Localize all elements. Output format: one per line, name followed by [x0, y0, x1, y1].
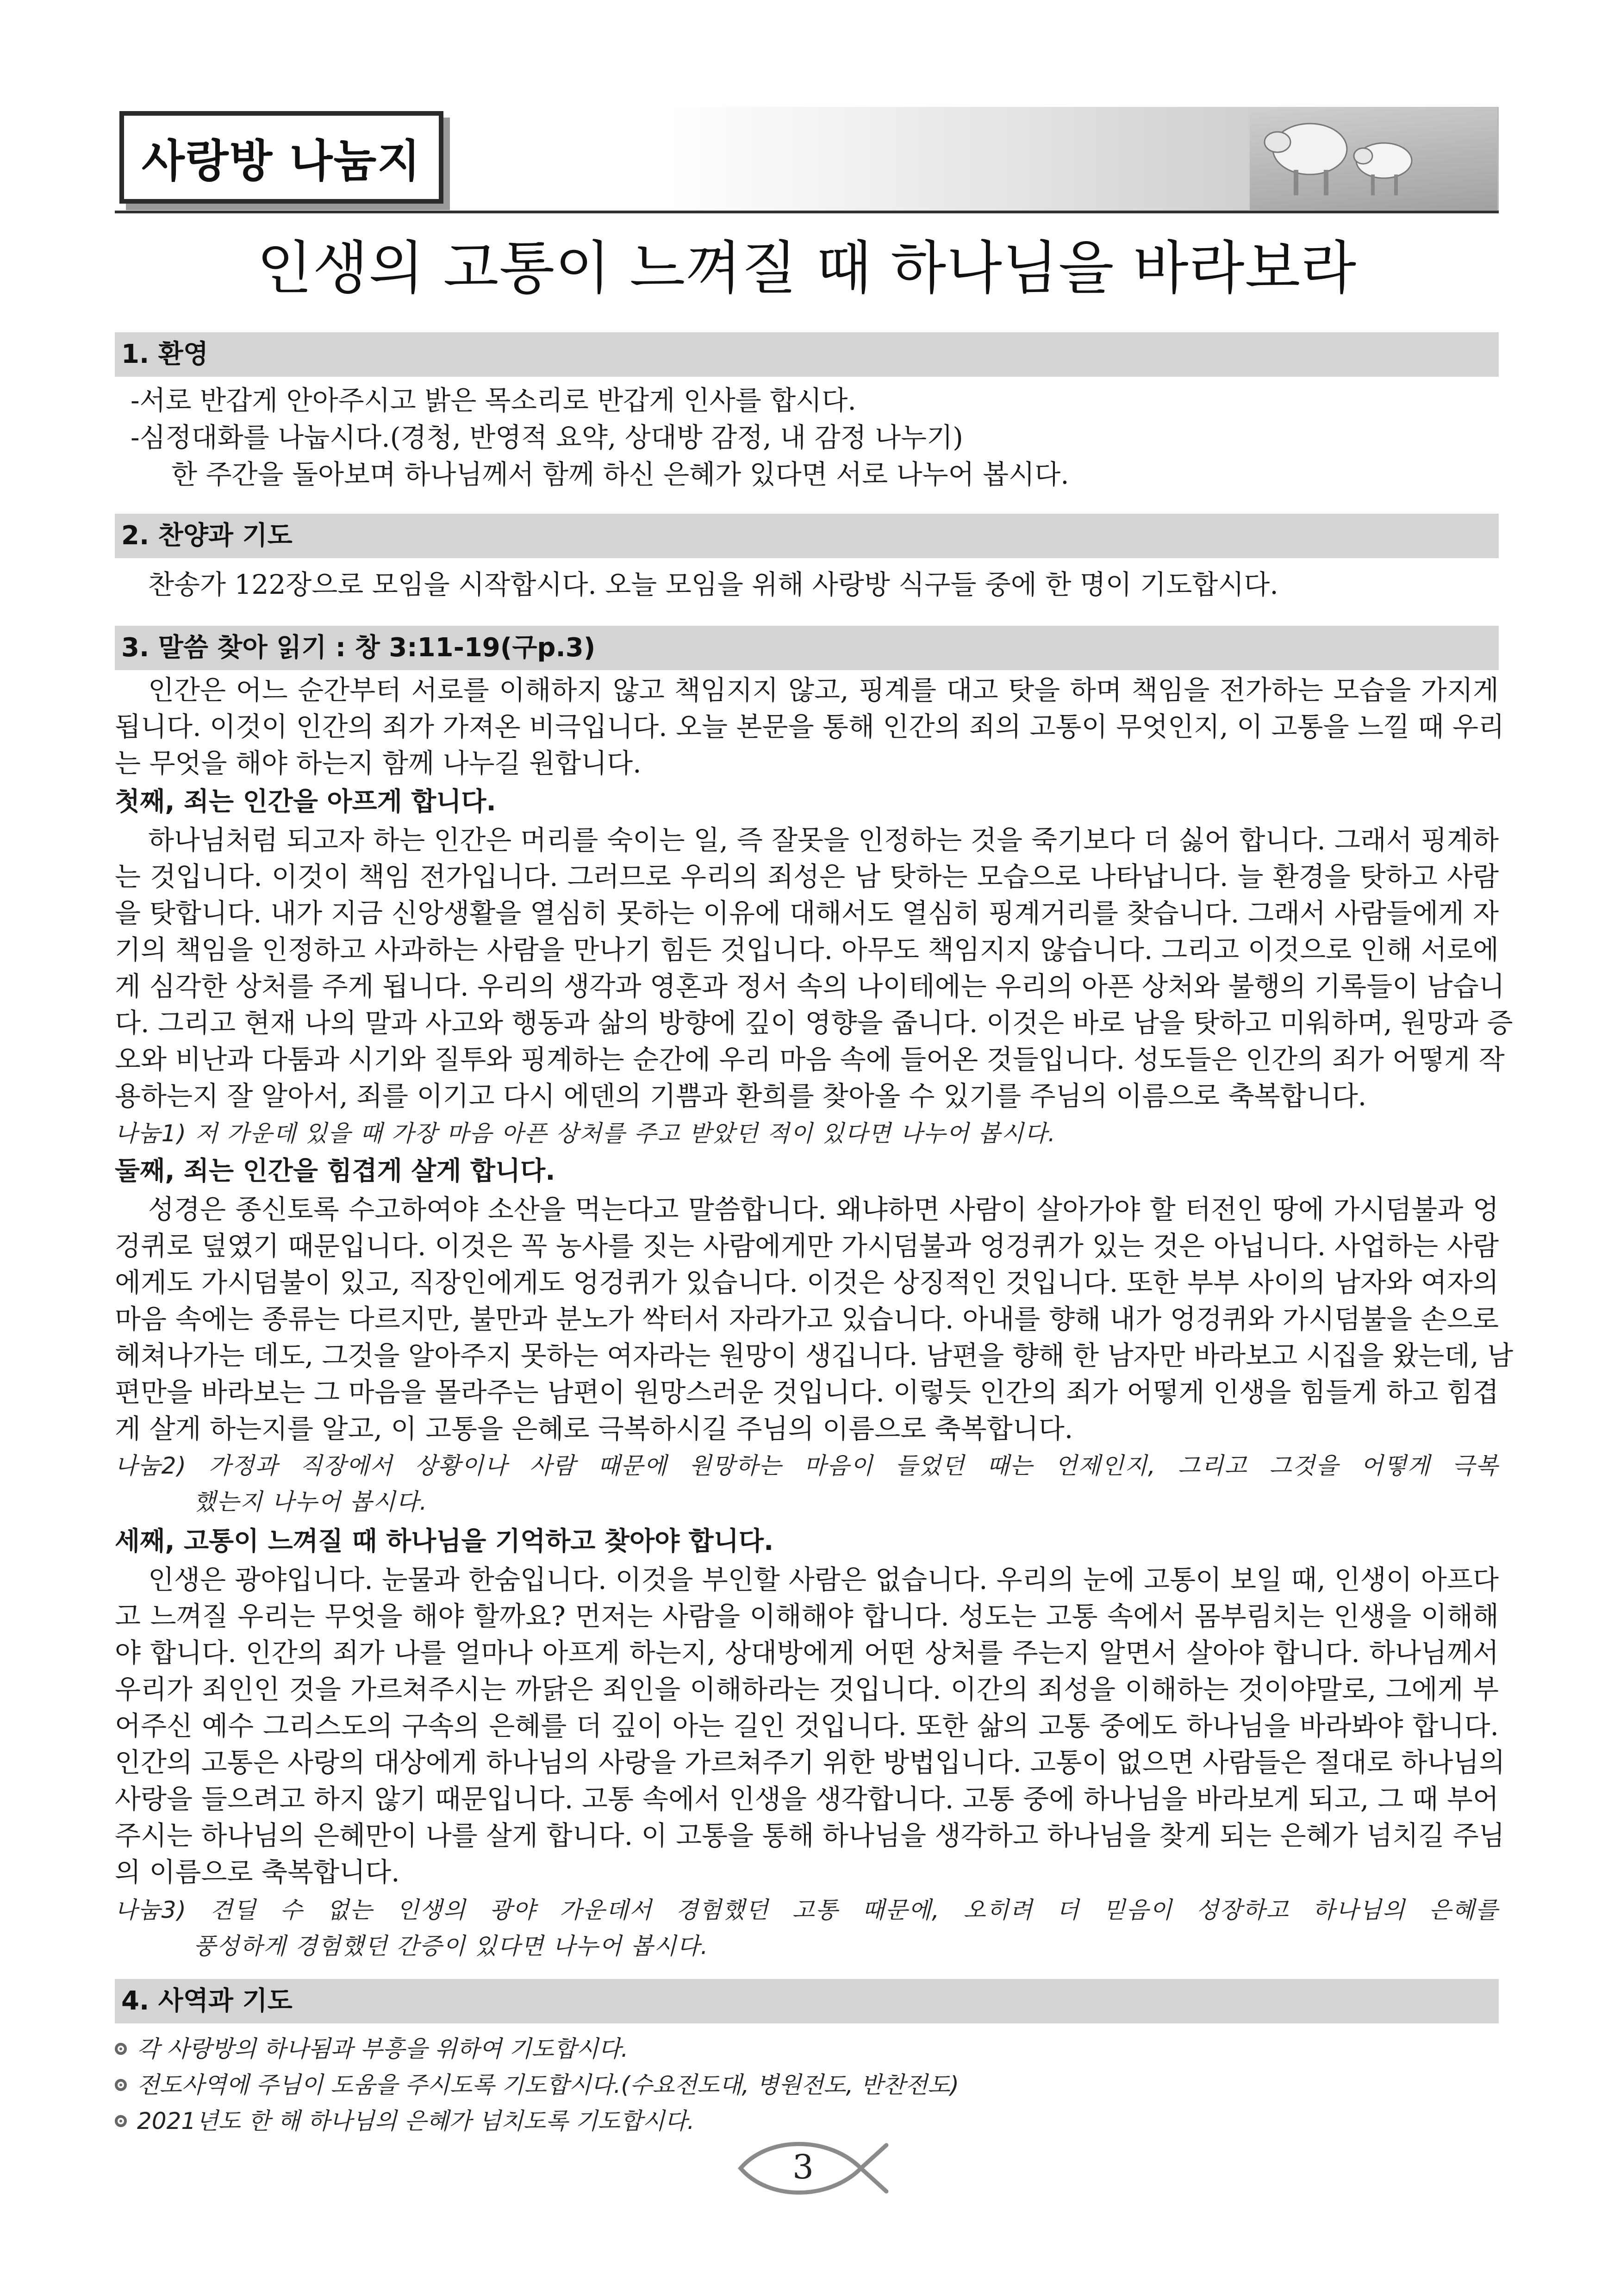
text-line: 인생은 광야입니다. 눈물과 한숨입니다. 이것을 부인할 사람은 없습니다. 우리의 눈에 고통이 보일 때, 인생이 아프다 — [148, 1564, 1499, 1595]
header-rule — [115, 211, 1499, 213]
text-line: 찬송가 122장으로 모임을 시작합시다. 오늘 모임을 위해 사랑방 식구들 중에 한 명이 기도합시다. — [148, 569, 1278, 600]
text-line: 게 살게 하는지를 알고, 이 고통을 은혜로 극복하시길 주님의 이름으로 축복합니다. — [115, 1413, 1073, 1444]
prayer-item — [115, 2067, 959, 2103]
text-line: 겅퀴로 덮였기 때문입니다. 이것은 꼭 농사를 짓는 사람에게만 가시덤불과 엉겅퀴가 있는 것은 아닙니다. 사업하는 사람 — [115, 1230, 1499, 1262]
sheep-photo — [1250, 107, 1497, 210]
text-line: 성경은 종신토록 수고하여야 소산을 먹는다고 말씀합니다. 왜냐하면 사람이 살아가야 할 터전인 땅에 가시덤불과 엉 — [148, 1194, 1499, 1225]
text-line: 의 이름으로 축복합니다. — [115, 1856, 400, 1888]
share-question: 나눔2) 가정과 직장에서 상황이나 사람 때문에 원망하는 마음이 들었던 때는 언제인지, 그리고 그것을 어떻게 극복 — [115, 1452, 1499, 1479]
section-tag: 사랑방 나눔지 — [119, 111, 443, 204]
text-line: 기의 책임을 인정하고 사과하는 사람을 만나기 힘든 것입니다. 아무도 책임지지 않습니다. 그리고 이것으로 인해 서로에 — [115, 934, 1499, 965]
text-line: 는 것입니다. 이것이 책임 전가입니다. 그러므로 우리의 죄성은 남 탓하는 모습으로 나타납니다. 늘 환경을 탓하고 사람 — [115, 861, 1499, 892]
text-line: 다. 그리고 현재 나의 말과 사고와 행동과 삶의 방향에 깊이 영향을 줍니다. 이것은 바로 남을 탓하고 미워하며, 원망과 증 — [115, 1007, 1513, 1039]
section-heading-ministry: 4. 사역과 기도 — [115, 1979, 1499, 2023]
text-line: 을 탓합니다. 내가 지금 신앙생활을 열심히 못하는 이유에 대해서도 열심히 핑계거리를 찾습니다. 그래서 사람들에게 자 — [115, 897, 1499, 929]
text-line: 한 주간을 돌아보며 하나님께서 함께 하신 은혜가 있다면 서로 나누어 봅시다. — [171, 459, 1069, 490]
share-question: 나눔1) 저 가운데 있을 때 가장 마음 아픈 상처를 주고 받았던 적이 있다면 나누어 봅시다. — [115, 1120, 1056, 1147]
text-line: 는 무엇을 해야 하는지 함께 나누길 원합니다. — [115, 747, 642, 779]
circle-bullet-icon — [115, 2043, 127, 2055]
prayer-item — [115, 2031, 628, 2067]
text-line: 주시는 하나님의 은혜만이 나를 살게 합니다. 이 고통을 통해 하나님을 생각하고 하나님을 찾게 되는 은혜가 넘치길 주님 — [115, 1820, 1505, 1851]
text-line: 마음 속에는 종류는 다르지만, 불만과 분노가 싹터서 자라가고 있습니다. 아내를 향해 내가 엉겅퀴와 가시덤불을 손으로 — [115, 1303, 1499, 1335]
point-heading: 세째, 고통이 느껴질 때 하나님을 기억하고 찾아야 합니다. — [115, 1526, 774, 1556]
text-line: 고 느껴질 우리는 무엇을 해야 할까요? 먼저는 사람을 이해해야 합니다. 성도는 고통 속에서 몸부림치는 인생을 이해해 — [115, 1600, 1499, 1632]
circle-bullet-icon — [115, 2115, 127, 2127]
share-question-cont: 했는지 나누어 봅시다. — [193, 1488, 428, 1515]
text-line: 에게도 가시덤불이 있고, 직장인에게도 엉겅퀴가 있습니다. 이것은 상징적인 것입니다. 또한 부부 사이의 남자와 여자의 — [115, 1267, 1499, 1298]
prayer-item-text: 각 사랑방의 하나됨과 부흥을 위하여 기도합시다. — [137, 2035, 629, 2062]
prayer-item — [115, 2103, 695, 2139]
text-line: 됩니다. 이것이 인간의 죄가 가져온 비극입니다. 오늘 본문을 통해 인간의 죄의 고통이 무엇인지, 이 고통을 느낄 때 우리 — [115, 711, 1505, 742]
text-line: 우리가 죄인인 것을 가르쳐주시는 까닭은 죄인을 이해하라는 것입니다. 이간의 죄성을 이해하는 것이야말로, 그에게 부 — [115, 1674, 1499, 1705]
text-line: 하나님처럼 되고자 하는 인간은 머리를 숙이는 일, 즉 잘못을 인정하는 것을 죽기보다 더 싫어 합니다. 그래서 핑계하 — [148, 824, 1499, 856]
text-line: 야 합니다. 인간의 죄가 나를 얼마나 아프게 하는지, 상대방에게 어떤 상처를 주는지 알면서 살아야 합니다. 하나님께서 — [115, 1637, 1499, 1668]
text-line: 인간의 고통은 사랑의 대상에게 하나님의 사랑을 가르쳐주기 위한 방법입니다. 고통이 없으면 사람들은 절대로 하나님의 — [115, 1747, 1505, 1778]
text-line: 용하는지 잘 알아서, 죄를 이기고 다시 에덴의 기쁨과 환희를 찾아올 수 있기를 주님의 이름으로 축복합니다. — [115, 1080, 1367, 1112]
text-line: 게 심각한 상처를 주게 됩니다. 우리의 생각과 영혼과 정서 속의 나이테에는 우리의 아픈 상처와 불행의 기록들이 남습니 — [115, 971, 1505, 1002]
text-line: 편만을 바라보는 그 마음을 몰라주는 남편이 원망스러운 것입니다. 이렇듯 인간의 죄가 어떻게 인생을 힘들게 하고 힘겹 — [115, 1376, 1499, 1408]
text-line: 헤쳐나가는 데도, 그것을 알아주지 못하는 여자라는 원망이 생깁니다. 남편을 향해 한 남자만 바라보고 시집을 왔는데, 남 — [115, 1340, 1514, 1371]
share-question: 나눔3) 견딜 수 없는 인생의 광야 가운데서 경험했던 고통 때문에, 오히려 더 믿음이 성장하고 하나님의 은혜를 — [115, 1897, 1499, 1923]
section-heading-scripture: 3. 말씀 찾아 읽기 : 창 3:11-19(구p.3) — [115, 626, 1499, 670]
prayer-item-text: 2021년도 한 해 하나님의 은혜가 넘치도록 기도합시다. — [137, 2108, 695, 2134]
point-heading: 첫째, 죄는 인간을 아프게 합니다. — [115, 787, 496, 817]
page-title: 인생의 고통이 느껴질 때 하나님을 바라보라 — [256, 235, 1357, 302]
text-line: -서로 반갑게 안아주시고 밝은 목소리로 반갑게 인사를 합시다. — [131, 385, 856, 416]
section-heading-praise: 2. 찬양과 기도 — [115, 514, 1499, 558]
page-number: 3 — [792, 2147, 814, 2186]
text-line: -심정대화를 나눕시다.(경청, 반영적 요약, 상대방 감정, 내 감정 나누기) — [131, 422, 963, 453]
point-heading: 둘째, 죄는 인간을 힘겹게 살게 합니다. — [115, 1156, 555, 1186]
share-question-cont: 풍성하게 경험했던 간증이 있다면 나누어 봅시다. — [193, 1933, 709, 1960]
text-line: 인간은 어느 순간부터 서로를 이해하지 않고 책임지지 않고, 핑계를 대고 탓을 하며 책임을 전가하는 모습을 가지게 — [148, 674, 1499, 706]
text-line: 어주신 예수 그리스도의 구속의 은혜를 더 깊이 아는 길인 것입니다. 또한 삶의 고통 중에도 하나님을 바라봐야 합니다. — [115, 1710, 1499, 1742]
prayer-item-text: 전도사역에 주님이 도움을 주시도록 기도합시다.(수요전도대, 병원전도, 반찬전도) — [137, 2072, 959, 2098]
text-line: 사랑을 들으려고 하지 않기 때문입니다. 고통 속에서 인생을 생각합니다. 고통 중에 하나님을 바라보게 되고, 그 때 부어 — [115, 1783, 1499, 1815]
text-line: 오와 비난과 다툼과 시기와 질투와 핑계하는 순간에 우리 마음 속에 들어온 것들입니다. 성도들은 인간의 죄가 어떻게 작 — [115, 1044, 1505, 1075]
circle-bullet-icon — [115, 2079, 127, 2091]
section-heading-welcome: 1. 환영 — [115, 332, 1499, 377]
page-number-emblem — [727, 2129, 893, 2208]
